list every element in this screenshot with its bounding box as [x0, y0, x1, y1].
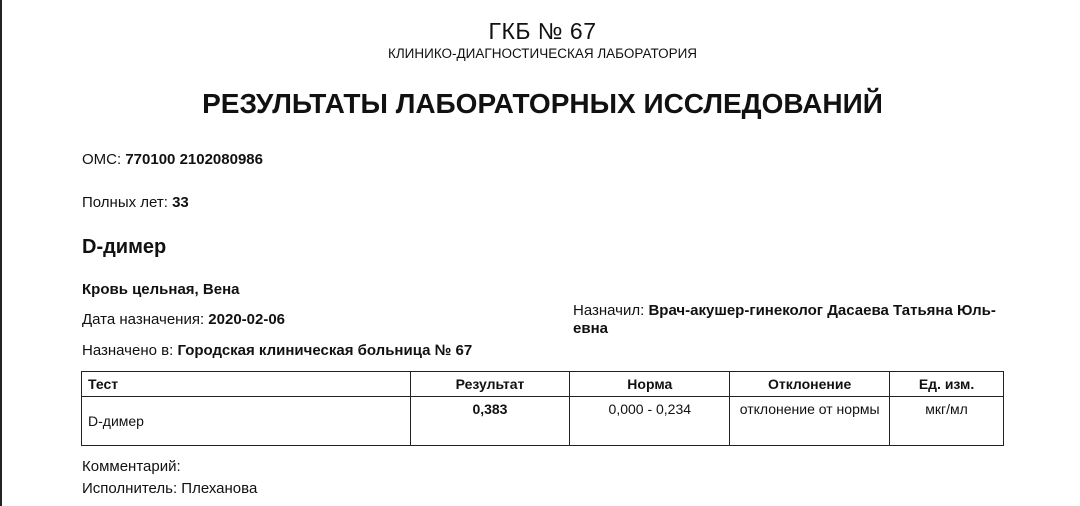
age-field [82, 194, 189, 212]
ordering-doctor-value: Врач-акушер-гинеколог Дасаева Татьяна Юльевна [573, 302, 996, 337]
age-value: 33 [172, 194, 189, 211]
results-table-header-row [82, 372, 1004, 397]
row-deviation: отклонение от нормы [730, 397, 890, 446]
executor-field [82, 480, 257, 498]
age-label: Полных лет: [82, 194, 168, 211]
order-date-value: 2020-02-06 [208, 311, 286, 328]
executor-label: Исполнитель: [82, 480, 178, 497]
row-result-value: 0,383 [410, 397, 570, 446]
page-edge-divider [0, 0, 2, 506]
oms-label: ОМС: [82, 151, 122, 168]
test-name-heading: D-димер [82, 236, 167, 258]
header-unit: Ед. изм. [890, 372, 1004, 397]
table-row [82, 397, 1004, 446]
laboratory-name: КЛИНИКО-ДИАГНОСТИЧЕСКАЯ ЛАБОРАТОРИЯ [387, 46, 698, 61]
ordered-at-field [82, 342, 472, 360]
header-test: Тест [82, 372, 411, 397]
header-result: Результат [410, 372, 570, 397]
order-date-field [82, 311, 285, 329]
ordering-doctor-field [573, 302, 1013, 338]
row-norm-range: 0,000 - 0,234 [570, 397, 730, 446]
document-title: РЕЗУЛЬТАТЫ ЛАБОРАТОРНЫХ ИССЛЕДОВАНИЙ [202, 88, 883, 119]
ordered-at-value: Городская клиническая больница № 67 [177, 342, 473, 359]
hospital-name: ГКБ № 67 [488, 18, 597, 44]
ordering-doctor-label: Назначил: [573, 302, 645, 319]
row-unit: мкг/мл [890, 397, 1004, 446]
order-date-label: Дата назначения: [82, 311, 205, 328]
row-test-name: D-димер [82, 397, 411, 446]
comment-label: Комментарий: [82, 458, 181, 475]
oms-value: 770100 2102080986 [125, 151, 263, 168]
oms-field [82, 151, 263, 169]
comment-field [82, 458, 181, 476]
results-table [81, 371, 1004, 446]
header-deviation: Отклонение [730, 372, 890, 397]
header-norm: Норма [570, 372, 730, 397]
ordered-at-label: Назначено в: [82, 342, 174, 359]
sample-material: Кровь цельная, Вена [82, 281, 240, 298]
executor-value: Плеханова [181, 480, 258, 497]
